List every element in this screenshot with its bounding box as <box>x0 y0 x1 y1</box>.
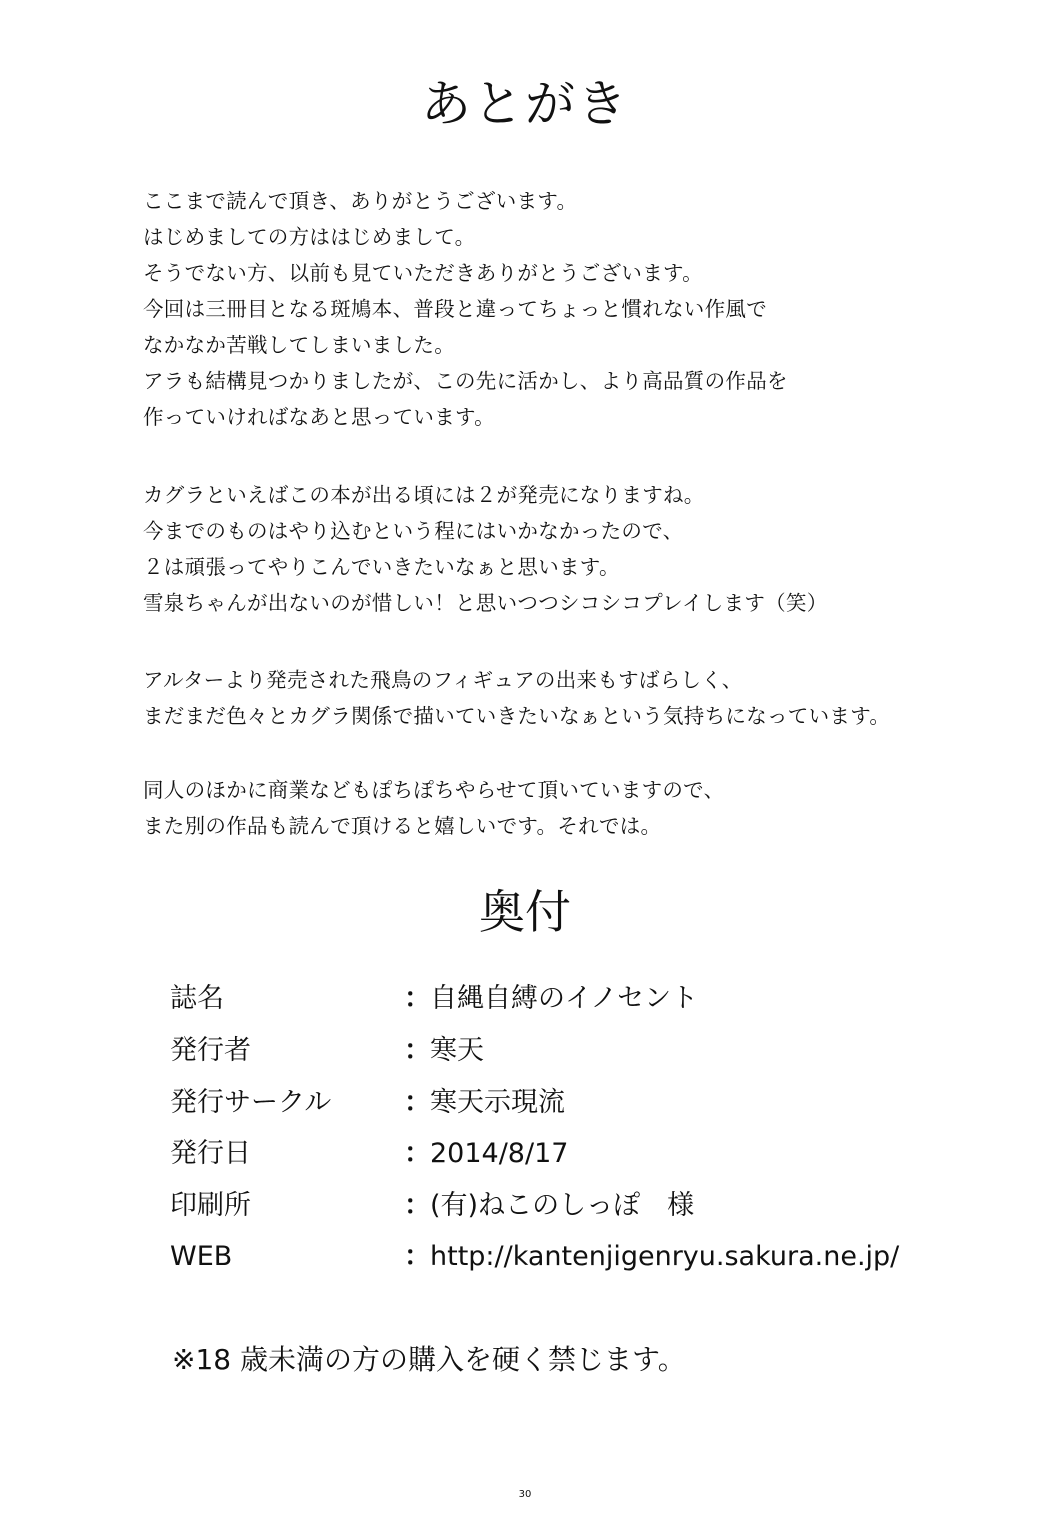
colophon-heading: 奥付 <box>479 885 571 939</box>
colophon-row-publisher <box>170 1026 930 1076</box>
colophon-separator: ： <box>404 1190 431 1221</box>
text-line: また別の作品も読んで頂けると嬉しいです。それでは。 <box>143 814 662 838</box>
afterword-heading: あとがき <box>421 75 629 133</box>
text-line: 作っていければなあと思っています。 <box>143 405 495 429</box>
text-line: そうでない方、以前も見ていただきありがとうございます。 <box>143 261 703 285</box>
text-line: 雪泉ちゃんが出ないのが惜しい！と思いつつシコシコプレイします（笑） <box>143 591 828 615</box>
colophon-row-circle <box>170 1078 930 1128</box>
colophon-separator: ： <box>404 1138 431 1169</box>
age-restriction-notice: ※18 歳未満の方の購入を硬く禁じます。 <box>172 1343 686 1376</box>
colophon-separator: ： <box>404 1035 431 1066</box>
text-line: アルターより発売された飛鳥のフィギュアの出来もすばらしく、 <box>143 668 743 692</box>
text-line: カグラといえばこの本が出る頃には２が発売になりますね。 <box>143 483 705 507</box>
afterword-paragraph-1 <box>143 183 1003 435</box>
text-line: はじめましての方ははじめまして。 <box>143 225 476 249</box>
colophon-separator: ： <box>404 983 431 1014</box>
text-line: ２は頑張ってやりこんでいきたいなぁと思います。 <box>143 555 620 579</box>
colophon-separator: ： <box>404 1241 431 1272</box>
colophon-value: 自縄自縛のイノセント <box>430 983 699 1014</box>
colophon-row-date <box>170 1129 930 1179</box>
colophon-label: 発行日 <box>170 1138 251 1169</box>
colophon-separator: ： <box>404 1087 431 1118</box>
afterword-paragraph-3 <box>143 662 1003 734</box>
colophon-row-printer <box>170 1181 930 1231</box>
colophon-row-web <box>170 1232 930 1282</box>
colophon-label: 発行者 <box>170 1035 251 1066</box>
afterword-paragraph-4 <box>143 772 1003 844</box>
text-line: なかなか苦戦してしまいました。 <box>143 333 455 357</box>
colophon-value: 寒天示現流 <box>430 1087 565 1118</box>
colophon-label: 印刷所 <box>170 1190 251 1221</box>
page-number: 30 <box>518 1489 532 1500</box>
colophon-value: (有)ねこのしっぽ 様 <box>430 1190 695 1221</box>
text-line: 今回は三冊目となる斑鳩本、普段と違ってちょっと慣れない作風で <box>143 297 767 321</box>
text-line: まだまだ色々とカグラ関係で描いていきたいなぁという気持ちになっています。 <box>143 704 891 728</box>
colophon-label: 誌名 <box>170 983 224 1014</box>
colophon-row-title <box>170 974 930 1024</box>
afterword-paragraph-2 <box>143 477 1003 621</box>
text-line: 今までのものはやり込むという程にはいかなかったので、 <box>143 519 684 543</box>
colophon-value: 寒天 <box>430 1035 484 1066</box>
text-line: ここまで読んで頂き、ありがとうございます。 <box>143 189 578 213</box>
colophon-value: 2014/8/17 <box>430 1138 569 1169</box>
text-line: 同人のほかに商業などもぽちぽちやらせて頂いていますので、 <box>143 778 725 802</box>
text-line: アラも結構見つかりましたが、この先に活かし、より高品質の作品を <box>143 369 788 393</box>
colophon-label: 発行サークル <box>170 1087 332 1118</box>
web-url: http://kantenjigenryu.sakura.ne.jp/ <box>430 1241 900 1272</box>
colophon-label: WEB <box>170 1241 233 1272</box>
